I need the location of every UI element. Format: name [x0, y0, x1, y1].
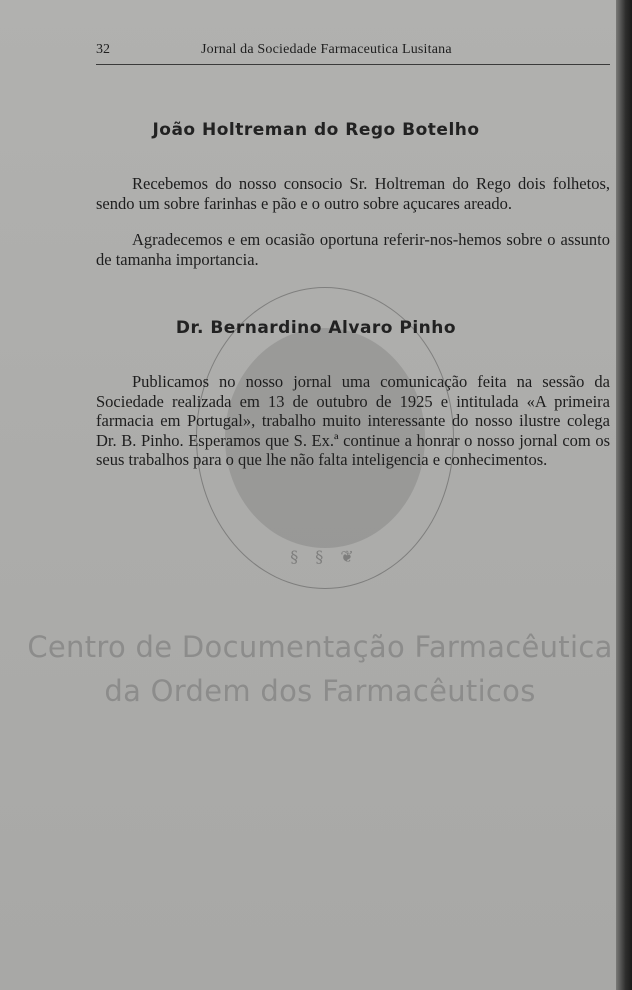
- article-paragraph: Recebemos do nosso consocio Sr. Holtreman do Rego dois folhetos, sendo um sobre farinhas e pão e o outro sobre açucares areado.: [96, 174, 610, 213]
- article-paragraph: Publicamos no nosso jornal uma comunicação feita na sessão da Sociedade realizada em 13 de outubro de 1925 e intitulada «A primeira farmacia em Portugal», trabalho muito interessante do nosso ilustre colega Dr. B. Pinho. Esperamos que S. Ex.ª continue a honrar o nosso jornal com os seus trabalhos para o que lhe não falta inteligencia e conhecimentos.: [96, 372, 610, 469]
- article-title-pinho: Dr. Bernardino Alvaro Pinho: [175, 318, 457, 338]
- watermark-line-1: Centro de Documentação Farmacêutica: [27, 630, 613, 664]
- page-edge-shadow: [616, 0, 632, 990]
- running-title: Jornal da Sociedade Farmaceutica Lusitana: [201, 42, 452, 57]
- article-title-botelho: João Holtreman do Rego Botelho: [152, 120, 480, 140]
- watermark-line-2: da Ordem dos Farmacêuticos: [104, 674, 536, 708]
- article-paragraph: Agradecemos e em ocasião oportuna referir-nos-hemos sobre o assunto de tamanha importancia.: [96, 230, 610, 269]
- page-number: 32: [96, 42, 110, 57]
- seal-ornament: § § ❦: [290, 547, 360, 566]
- page-header: [96, 40, 610, 65]
